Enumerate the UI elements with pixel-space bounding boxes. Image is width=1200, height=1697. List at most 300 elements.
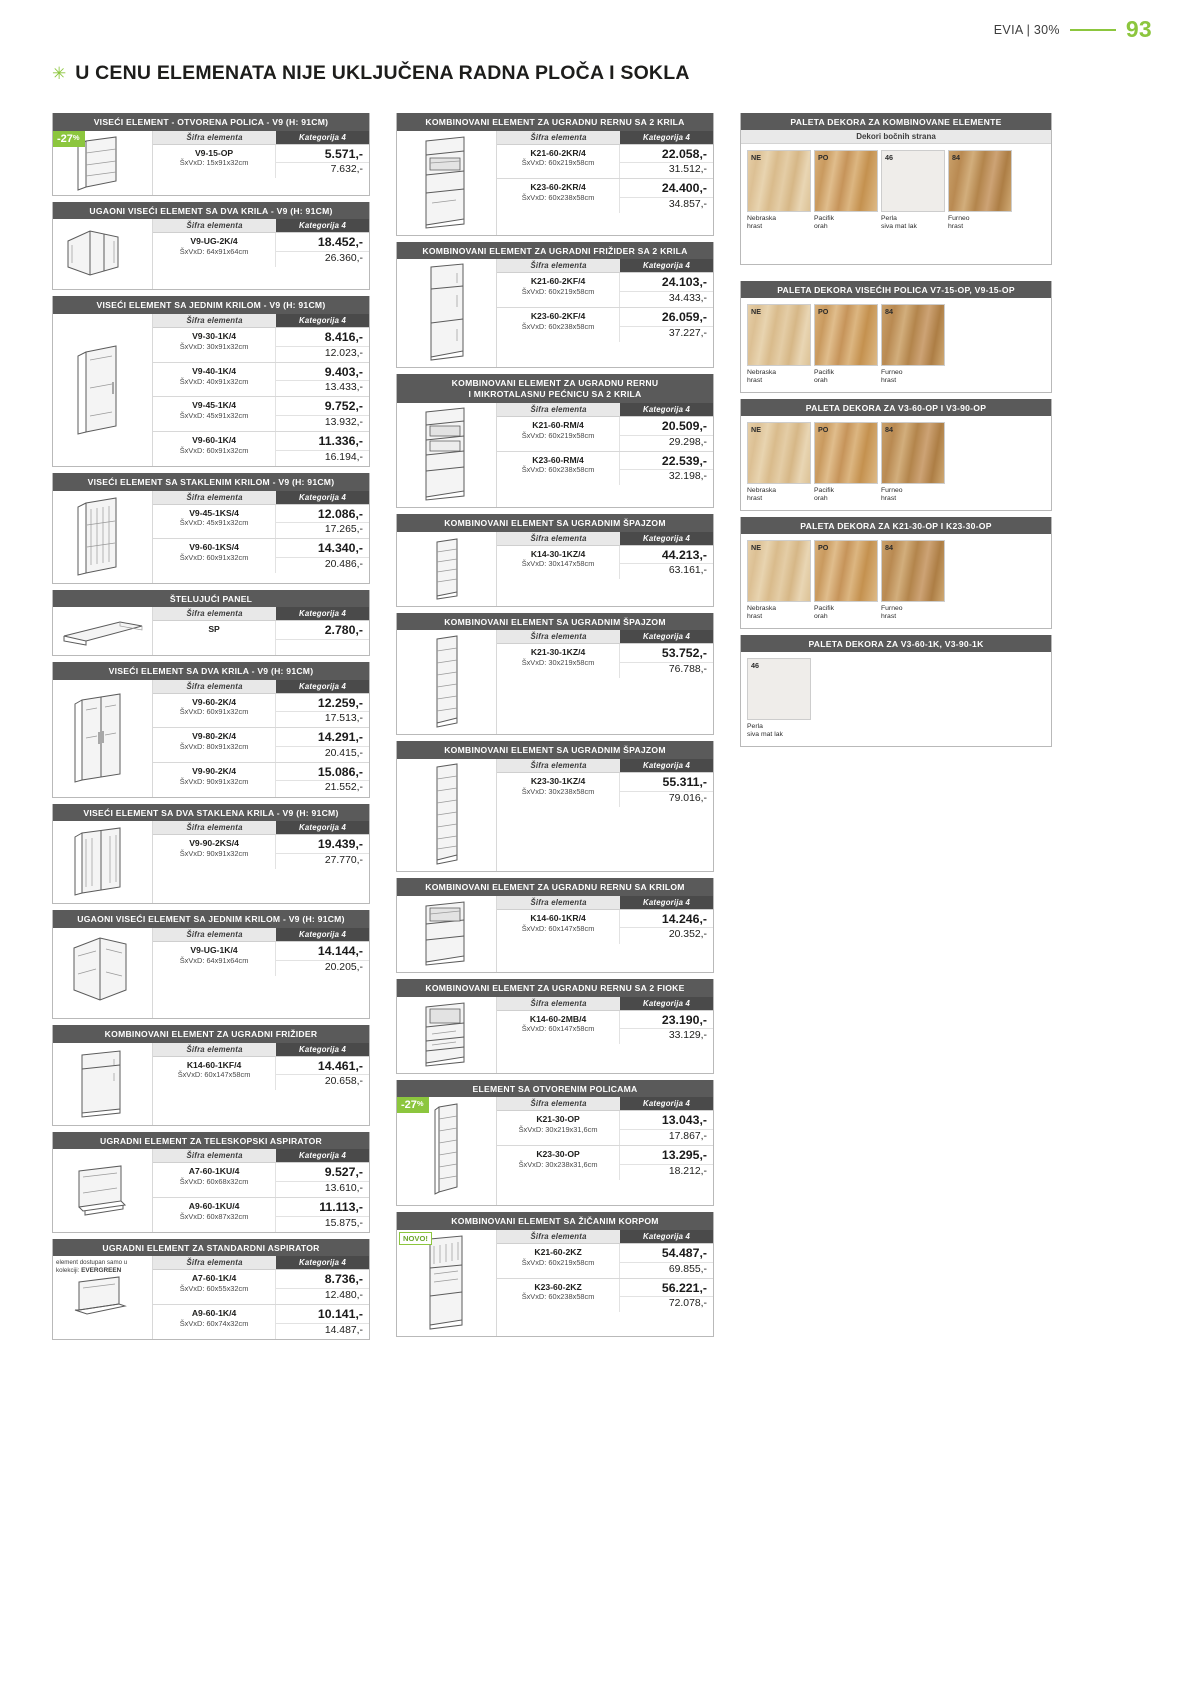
decor-swatch[interactable] (814, 150, 878, 232)
discount-badge: -27% (397, 1097, 429, 1113)
standard-hood-unit-icon (67, 1272, 139, 1324)
product-code: K23-60-2KZ (534, 1281, 582, 1292)
row-code-cell (497, 273, 620, 307)
decor-swatch-list (741, 534, 1051, 628)
decor-code: PO (818, 542, 829, 552)
price-table (153, 928, 369, 1018)
product-dimensions: ŠxVxD: 45x91x32cm (179, 411, 249, 421)
price-old: 16.194,- (324, 451, 363, 463)
product-block (396, 1212, 714, 1337)
pantry-unit-tall-icon (423, 763, 471, 867)
price-current: 53.752,- (620, 644, 713, 663)
product-code: SP (208, 624, 220, 635)
column-header-category: Kategorija 4 (276, 1256, 369, 1269)
product-block (52, 1132, 370, 1233)
table-header-row (153, 131, 369, 145)
table-row (153, 328, 369, 363)
column-header-category: Kategorija 4 (620, 403, 713, 416)
table-header-row (153, 1256, 369, 1270)
decor-code: PO (818, 424, 829, 434)
fridge-housing-unit-icon (68, 1047, 138, 1121)
discount-badge: -27% (53, 131, 85, 147)
product-illustration (53, 219, 153, 289)
row-code-cell (153, 942, 276, 976)
price-table (497, 259, 713, 367)
oven-housing-one-door-icon (408, 900, 486, 968)
decor-code: PO (818, 153, 829, 162)
price-old: 27.770,- (324, 854, 363, 866)
product-dimensions: ŠxVxD: 45x91x32cm (179, 518, 249, 528)
product-code: V9-60-2K/4 (192, 696, 237, 707)
product-dimensions: ŠxVxD: 60x147x58cm (177, 1070, 251, 1080)
wall-unit-glass-door-icon (66, 495, 140, 579)
product-code: V9-90-2KS/4 (189, 838, 239, 849)
table-row (497, 1146, 713, 1180)
table-row (153, 728, 369, 763)
row-price-cell (276, 1198, 369, 1232)
row-price-cell (620, 145, 713, 179)
product-code: K23-30-1KZ/4 (530, 776, 586, 787)
product-block (396, 878, 714, 973)
decor-label: Nebraska hrast (747, 368, 777, 385)
product-code: V9-60-1KS/4 (189, 542, 239, 553)
product-block-title: KOMBINOVANI ELEMENT ZA UGRADNU RERNU SA KRILOM (397, 878, 713, 896)
decor-palette (740, 517, 1052, 629)
column-header-code: Šifra elementa (530, 533, 587, 543)
palette-gap (740, 271, 1052, 281)
decor-swatch-chip (747, 658, 811, 720)
product-illustration (53, 131, 153, 195)
row-price-cell (276, 1057, 369, 1091)
row-code-cell (153, 363, 276, 397)
column-header-code: Šifra elementa (186, 221, 243, 231)
product-illustration (397, 259, 497, 367)
product-code: V9-90-2K/4 (192, 765, 237, 776)
column-header-code: Šifra elementa (530, 1232, 587, 1242)
price-current: 14.461,- (276, 1057, 369, 1076)
open-shelves-tall-unit-icon (425, 1101, 469, 1201)
product-dimensions: ŠxVxD: 64x91x64cm (179, 247, 249, 257)
decor-code: 84 (885, 424, 893, 434)
row-code-cell (153, 728, 276, 762)
decor-swatch-chip (747, 540, 811, 602)
product-block (52, 296, 370, 466)
product-block-title: UGRADNI ELEMENT ZA STANDARDNI ASPIRATOR (53, 1239, 369, 1257)
table-header-row (153, 928, 369, 942)
product-block-title: UGAONI VISEĆI ELEMENT SA DVA KRILA - V9 (H: 91CM) (53, 202, 369, 220)
row-price-cell (620, 644, 713, 678)
product-code: K21-60-RM/4 (532, 419, 584, 430)
row-price-cell (620, 1279, 713, 1313)
row-price-cell (276, 1305, 369, 1339)
row-price-cell (276, 539, 369, 573)
product-dimensions: ŠxVxD: 60x147x58cm (521, 923, 595, 933)
product-code: V9-UG-1K/4 (190, 945, 238, 955)
column-header-code: Šifra elementa (186, 609, 243, 619)
product-block (396, 514, 714, 607)
decor-palette (740, 635, 1052, 747)
decor-swatch[interactable] (747, 304, 811, 386)
product-illustration (397, 131, 497, 235)
row-price-cell (276, 1270, 369, 1304)
pantry-unit-medium-icon (423, 634, 471, 730)
product-dimensions: ŠxVxD: 80x91x32cm (179, 741, 249, 751)
oven-housing-two-doors-icon (408, 135, 486, 231)
product-code: K21-60-2KF/4 (530, 276, 586, 287)
price-notice-banner (52, 62, 690, 85)
table-row (153, 1057, 369, 1091)
column-header-code: Šifra elementa (186, 1258, 243, 1268)
table-header-row (153, 491, 369, 505)
product-code: K14-60-2MB/4 (529, 1013, 587, 1024)
product-block-title: KOMBINOVANI ELEMENT ZA UGRADNU RERNU SA 2 KRILA (397, 113, 713, 131)
row-code-cell (497, 644, 620, 678)
product-code: K21-60-2KZ (534, 1247, 582, 1258)
table-row (497, 1279, 713, 1313)
decor-swatch[interactable] (948, 150, 1012, 232)
product-block (52, 1239, 370, 1340)
price-old: 29.298,- (668, 436, 707, 448)
row-code-cell (497, 1146, 620, 1180)
price-current: 11.336,- (276, 432, 369, 451)
product-dimensions: ŠxVxD: 60x238x58cm (521, 1292, 595, 1302)
product-block (396, 613, 714, 736)
price-current: 55.311,- (620, 773, 713, 792)
product-code: K21-30-OP (536, 1114, 580, 1125)
product-block-title: VISEĆI ELEMENT SA DVA STAKLENA KRILA - V9 (H: 91CM) (53, 804, 369, 822)
column-header-code: Šifra elementa (530, 261, 587, 271)
table-row (497, 1244, 713, 1279)
price-current: 10.141,- (276, 1305, 369, 1324)
decor-palette (740, 113, 1052, 265)
table-header-row (153, 821, 369, 835)
table-header-row (497, 131, 713, 145)
price-old: 33.129,- (668, 1030, 707, 1042)
table-row (153, 763, 369, 797)
row-price-cell (620, 546, 713, 580)
row-code-cell (153, 835, 276, 869)
table-row (153, 363, 369, 398)
decor-palette-title: PALETA DEKORA ZA V3-60-OP I V3-90-OP (741, 399, 1051, 416)
product-code: V9-45-1K/4 (192, 400, 237, 411)
decor-swatch[interactable] (747, 658, 811, 740)
product-dimensions: ŠxVxD: 30x238x58cm (521, 786, 595, 796)
column-header-category: Kategorija 4 (276, 1149, 369, 1162)
column-header-category: Kategorija 4 (276, 928, 369, 941)
price-table (497, 532, 713, 606)
table-header-row (497, 997, 713, 1011)
column-header-category: Kategorija 4 (276, 607, 369, 620)
price-table (153, 131, 369, 195)
row-price-cell (276, 942, 369, 976)
product-code: V9-80-2K/4 (192, 731, 237, 742)
new-badge: NOVO! (399, 1232, 432, 1245)
decor-palette-subtitle: Dekori bočnih strana (741, 130, 1051, 144)
price-notice-text: U CENU ELEMENATA NIJE UKLJUČENA RADNA PLOČA I SOKLA (75, 62, 690, 84)
product-dimensions: ŠxVxD: 40x91x32cm (179, 376, 249, 386)
decor-code: NE (751, 542, 761, 552)
decor-code: 84 (952, 153, 960, 162)
availability-note: element dostupan samo u kolekciji: EVERGREEN (56, 1259, 128, 1274)
product-code: A9-60-1K/4 (191, 1308, 237, 1319)
table-row (153, 835, 369, 869)
row-code-cell (497, 308, 620, 342)
product-block (52, 1025, 370, 1126)
decor-code: PO (818, 306, 829, 316)
row-code-cell (497, 773, 620, 807)
table-row (497, 1011, 713, 1045)
row-price-cell (276, 835, 369, 869)
price-old: 17.513,- (324, 713, 363, 725)
price-old: 32.198,- (668, 471, 707, 483)
price-current: 11.113,- (276, 1198, 369, 1217)
decor-swatch-chip (747, 150, 811, 212)
product-dimensions: ŠxVxD: 30x219x58cm (521, 658, 595, 668)
column-header-code: Šifra elementa (530, 404, 587, 414)
table-row (497, 308, 713, 342)
decor-swatch[interactable] (881, 304, 945, 386)
column-header-category: Kategorija 4 (620, 896, 713, 909)
price-current: 5.571,- (276, 145, 369, 164)
decor-swatch[interactable] (814, 422, 878, 504)
table-row (153, 1305, 369, 1339)
decor-code: 46 (885, 153, 893, 162)
price-current: 8.736,- (276, 1270, 369, 1289)
decor-label: Furneo hrast (948, 215, 970, 231)
product-illustration (397, 997, 497, 1073)
product-dimensions: ŠxVxD: 60x55x32cm (179, 1284, 249, 1294)
price-current: 18.452,- (276, 233, 369, 252)
product-code: V9-15-OP (194, 147, 234, 158)
price-old: 26.360,- (324, 253, 363, 265)
telescopic-hood-unit-icon (67, 1163, 139, 1219)
oven-microwave-housing-two-doors-icon (408, 407, 486, 503)
decor-swatch-chip (747, 304, 811, 366)
row-code-cell (497, 1111, 620, 1145)
decor-swatch-chip (814, 422, 878, 484)
product-dimensions: ŠxVxD: 60x74x32cm (179, 1318, 249, 1328)
product-dimensions: ŠxVxD: 60x91x32cm (179, 707, 249, 717)
decor-swatch[interactable] (814, 540, 878, 622)
column-header-code: Šifra elementa (530, 761, 587, 771)
column-header-code: Šifra elementa (186, 1044, 243, 1054)
decor-swatch[interactable] (881, 150, 945, 232)
column-header-code: Šifra elementa (186, 930, 243, 939)
price-old: 20.205,- (324, 961, 363, 973)
price-table (153, 680, 369, 797)
column-header-code: Šifra elementa (530, 998, 587, 1008)
decor-label: Furneo hrast (881, 486, 903, 503)
decor-code: 84 (885, 542, 893, 552)
product-block (52, 590, 370, 656)
table-row (153, 1270, 369, 1305)
price-old: 76.788,- (668, 664, 707, 675)
row-code-cell (153, 1270, 276, 1304)
product-dimensions: ŠxVxD: 60x68x32cm (179, 1177, 249, 1187)
price-table (153, 219, 369, 289)
product-code: A9-60-1KU/4 (188, 1201, 240, 1212)
row-code-cell (153, 233, 276, 267)
product-block-title: UGRADNI ELEMENT ZA TELESKOPSKI ASPIRATOR (53, 1132, 369, 1150)
adjusting-panel-icon (58, 614, 148, 648)
decor-swatch[interactable] (881, 422, 945, 504)
price-table (497, 759, 713, 871)
product-block (396, 979, 714, 1074)
product-column-2 (396, 113, 714, 1343)
row-code-cell (153, 397, 276, 431)
column-header-code: Šifra elementa (186, 681, 243, 691)
decor-palette (740, 281, 1052, 393)
product-dimensions: ŠxVxD: 60x238x58cm (521, 321, 595, 331)
wall-unit-two-glass-doors-icon (66, 825, 140, 899)
product-code: K23-60-RM/4 (532, 454, 584, 465)
product-code: K21-60-2KR/4 (530, 147, 586, 158)
product-block (396, 113, 714, 236)
decor-swatch[interactable] (881, 540, 945, 622)
product-code: K14-60-1KF/4 (186, 1059, 242, 1070)
column-header-code: Šifra elementa (186, 132, 243, 142)
table-header-row (153, 607, 369, 621)
price-table (497, 896, 713, 972)
row-price-cell (620, 452, 713, 486)
price-current: 12.086,- (276, 505, 369, 524)
column-header-category: Kategorija 4 (620, 630, 713, 643)
product-illustration (397, 759, 497, 871)
decor-swatch[interactable] (747, 540, 811, 622)
column-header-category: Kategorija 4 (276, 219, 369, 232)
product-code: K23-60-2KR/4 (530, 182, 586, 193)
row-code-cell (497, 1011, 620, 1045)
decor-swatch-chip (881, 304, 945, 366)
table-row (497, 273, 713, 308)
product-illustration (397, 532, 497, 606)
product-code: V9-60-1K/4 (192, 435, 237, 446)
table-header-row (153, 314, 369, 328)
row-code-cell (153, 1163, 276, 1197)
product-dimensions: ŠxVxD: 30x238x31,6cm (518, 1159, 598, 1169)
corner-wall-unit-one-door-icon (60, 932, 146, 1014)
price-current: 14.246,- (620, 910, 713, 929)
price-old: 34.433,- (668, 293, 707, 305)
price-old: 72.078,- (668, 1298, 707, 1310)
table-header-row (153, 1043, 369, 1057)
decor-palette-title: PALETA DEKORA ZA K21-30-OP I K23-30-OP (741, 517, 1051, 534)
decor-swatch-list (741, 416, 1051, 510)
page-number: 93 (1125, 16, 1152, 42)
row-price-cell (276, 621, 369, 655)
decor-swatch[interactable] (747, 422, 811, 504)
price-old: 14.487,- (324, 1324, 363, 1336)
row-code-cell (497, 1279, 620, 1313)
decor-label: Furneo hrast (881, 604, 903, 621)
product-dimensions: ŠxVxD: 60x91x32cm (179, 552, 249, 562)
table-header-row (497, 759, 713, 773)
price-old: 12.023,- (324, 347, 363, 359)
price-old: 69.855,- (668, 1263, 707, 1275)
price-current: 9.527,- (276, 1163, 369, 1182)
table-header-row (153, 219, 369, 233)
column-header-code: Šifra elementa (186, 823, 243, 833)
product-dimensions: ŠxVxD: 60x219x58cm (521, 430, 595, 440)
table-row (153, 145, 369, 179)
decor-swatch[interactable] (747, 150, 811, 232)
table-row (153, 942, 369, 976)
row-price-cell (276, 763, 369, 797)
product-dimensions: ŠxVxD: 90x91x32cm (179, 849, 249, 858)
product-illustration (397, 896, 497, 972)
price-table (497, 131, 713, 235)
product-block-title: KOMBINOVANI ELEMENT SA UGRADNIM ŠPAJZOM (397, 514, 713, 532)
price-old: 21.552,- (324, 782, 363, 794)
decor-swatch[interactable] (814, 304, 878, 386)
wall-unit-one-door-icon (66, 342, 140, 438)
table-row (497, 1111, 713, 1146)
product-column-1 (52, 113, 370, 1346)
row-code-cell (153, 1305, 276, 1339)
row-price-cell (620, 1011, 713, 1045)
price-old: 63.161,- (668, 565, 707, 577)
price-current: 13.295,- (620, 1146, 713, 1165)
product-code: K14-30-1KZ/4 (530, 548, 586, 559)
table-row (497, 910, 713, 944)
table-header-row (497, 630, 713, 644)
row-price-cell (620, 1146, 713, 1180)
row-code-cell (497, 145, 620, 179)
wire-basket-unit-icon (412, 1234, 482, 1332)
product-dimensions: ŠxVxD: 15x91x32cm (179, 158, 249, 168)
decor-swatch-chip (814, 540, 878, 602)
decor-palette-column (740, 113, 1052, 753)
product-block-title: KOMBINOVANI ELEMENT ZA UGRADNU RERNU I MIKROTALASNU PEĆNICU SA 2 KRILA (397, 374, 713, 402)
product-dimensions: ŠxVxD: 30x147x58cm (521, 559, 595, 569)
row-price-cell (620, 273, 713, 307)
decor-code: NE (751, 153, 761, 162)
price-old: 15.875,- (324, 1217, 363, 1229)
price-current: 8.416,- (276, 328, 369, 347)
row-code-cell (153, 432, 276, 466)
column-header-category: Kategorija 4 (620, 1097, 713, 1110)
decor-swatch-chip (747, 422, 811, 484)
column-header-code: Šifra elementa (530, 132, 587, 142)
product-code: V9-40-1K/4 (192, 365, 237, 376)
star-icon: ✳ (52, 64, 67, 83)
palette-spacer (741, 238, 1051, 264)
product-block (52, 910, 370, 1019)
product-block (396, 374, 714, 507)
column-header-code: Šifra elementa (530, 1099, 587, 1109)
decor-swatch-chip (814, 150, 878, 212)
row-code-cell (497, 1244, 620, 1278)
corner-wall-unit-two-doors-icon (60, 223, 146, 285)
decor-code: 84 (885, 306, 893, 316)
product-block (52, 662, 370, 798)
decor-code: 46 (751, 660, 759, 670)
price-current: 9.752,- (276, 397, 369, 416)
decor-palette (740, 399, 1052, 511)
price-current: 14.340,- (276, 539, 369, 558)
product-dimensions: ŠxVxD: 60x87x32cm (179, 1211, 249, 1221)
price-old: 12.480,- (324, 1290, 363, 1302)
price-old: 17.867,- (668, 1130, 707, 1142)
price-current: 2.780,- (276, 621, 369, 640)
decor-swatch-list (741, 144, 1051, 238)
product-dimensions: ŠxVxD: 60x91x32cm (179, 445, 249, 455)
product-dimensions: ŠxVxD: 60x147x58cm (521, 1024, 595, 1034)
row-price-cell (620, 1244, 713, 1278)
product-illustration (397, 1097, 497, 1205)
column-header-code: Šifra elementa (186, 1151, 243, 1161)
price-old: 18.212,- (668, 1165, 707, 1177)
